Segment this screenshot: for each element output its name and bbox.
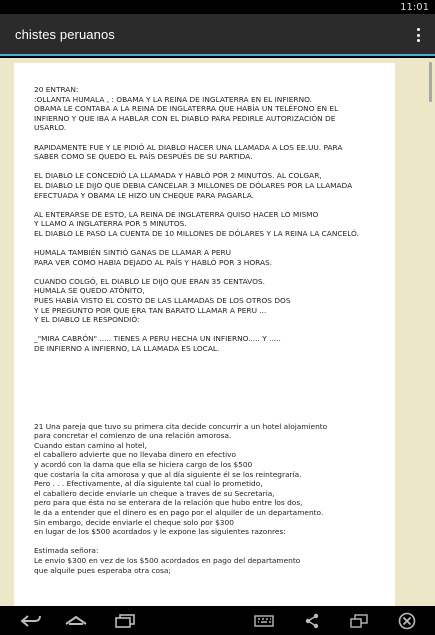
joke-line: SABER COMO SE QUEDO EL PAÍS DESPUÉS DE SU PARTIDA. — [34, 152, 253, 162]
joke-line — [34, 133, 387, 143]
joke-line: INFIERNO Y QUE IBA A HABLAR CON EL DIABLO PARA PEDIRLE AUTORIZACIÓN DE — [34, 113, 336, 123]
joke-line: PARA VER COMO HABIA DEJADO AL PAÍS Y HABLÓ POR 3 HORAS. — [34, 257, 273, 267]
joke-line: Estimada señora: — [34, 546, 99, 556]
joke-line: 20 ENTRAN: — [34, 85, 79, 94]
joke-line: el caballero advierte que no llevaba dinero en efectivo — [34, 450, 237, 460]
status-time: 11:01 — [400, 1, 429, 13]
joke-line: Cuando estan camino al hotel, — [34, 440, 147, 450]
home-icon[interactable] — [63, 611, 89, 631]
recent-apps-icon[interactable] — [112, 611, 138, 631]
app-title: chistes peruanos — [15, 26, 115, 42]
joke-line — [34, 239, 387, 249]
joke-text — [34, 422, 387, 576]
joke-line — [34, 537, 387, 547]
share-icon[interactable] — [302, 611, 322, 631]
joke-text — [34, 85, 387, 354]
joke-line: EFECTUADA Y OBAMA LE HIZO UN CHEQUE PARA PAGARLA. — [34, 190, 254, 200]
action-bar — [0, 14, 435, 56]
joke-line: USARLO. — [34, 123, 67, 133]
status-bar — [0, 0, 435, 14]
joke-line: RAPIDAMENTE FUE Y LE PIDIÓ AL DIABLO HACER UNA LLAMADA A LOS EE.UU. PARA — [34, 142, 343, 152]
content-area[interactable] — [0, 58, 435, 606]
joke-line: que costaría la cita amorosa y que al día siguiente él se los reintegraría. — [34, 469, 302, 479]
joke-line: Le envio $300 en vez de los $500 acordados en pago del departamento — [34, 555, 301, 565]
joke-line: AL ENTERARSE DE ESTO, LA REINA DE INGLATERRA QUISO HACER LO MISMO — [34, 209, 319, 219]
joke-line: HUMALA TAMBIÉN SINTIÓ GANAS DE LLAMAR A PERU — [34, 248, 232, 258]
joke-line: OBAMA LE CONTABA A LA REINA DE INGLATERRA QUE HABÍA UN TELÉFONO EN EL — [34, 104, 339, 114]
joke-line: el caballero decide enviarle un cheque a traves de su Secretaria, — [34, 488, 275, 498]
joke-line — [34, 267, 387, 277]
joke-line — [34, 200, 387, 210]
window-icon[interactable] — [348, 611, 370, 631]
joke-line: EL DIABLO LE CONCEDIÓ LA LLAMADA Y HABLÓ POR 2 MINUTOS. AL COLGAR, — [34, 171, 322, 181]
joke-line: Sin embargo, decide enviarle el cheque solo por $300 — [34, 517, 234, 527]
joke-line: Y LE PREGUNTO POR QUE ERA TAN BARATO LLAMAR A PERU ... — [34, 305, 267, 315]
keyboard-icon[interactable] — [252, 611, 276, 631]
joke-line: EL DIABLO LE DIJO QUE DEBIA CANCELAR 3 MILLONES DE DÓLARES POR LA LLAMADA — [34, 180, 353, 190]
joke-line — [34, 162, 387, 172]
joke-line: en lugar de los $500 acordados y le expone las siguientes razonres: — [34, 527, 286, 537]
joke-line: Pero . . . Efectivamente, al día siguiente tal cual lo prometido, — [34, 479, 263, 489]
joke-line — [34, 325, 387, 335]
navigation-bar — [0, 606, 435, 635]
joke-line: le da a entender que el dinero es en pago por el alquiler de un departamento. — [34, 507, 324, 517]
joke-line: EL DIABLO LE PASO LA CUENTA DE 10 MILLONES DE DÓLARES Y LA REINA LA CANCELÓ. — [34, 228, 359, 238]
joke-line: CUANDO COLGÓ, EL DIABLO LE DIJO QUE ERAN 35 CENTAVOS. — [34, 276, 265, 286]
joke-line: HUMALA SE QUEDO ATÓNITO, — [34, 286, 145, 296]
joke-line: DE INFIERNO A INFIERNO, LA LLAMADA ES LOCAL. — [34, 344, 220, 354]
scrollbar[interactable] — [429, 62, 432, 102]
close-icon[interactable] — [396, 611, 418, 631]
joke-line: que alquile pues esperaba otra cosa; — [34, 565, 171, 575]
joke-line: Y LLAMO A INGLATERRA POR 5 MINUTOS. — [34, 219, 187, 229]
joke-line: _"MIRA CABRÓN" ..... TIENES A PERU HECHA UN INFIERNO..... Y ..... — [34, 334, 281, 344]
joke-page[interactable] — [14, 63, 395, 606]
back-icon[interactable] — [18, 611, 44, 631]
joke-line: Y EL DIABLO LE RESPONDIÓ: — [34, 315, 140, 325]
joke-line: pero para que ésta no se enterara de la relación que hubo entre los dos, — [34, 498, 303, 508]
joke-line: PUES HABÍA VISTO EL COSTO DE LAS LLAMADAS DE LOS OTROS DOS — [34, 296, 291, 306]
joke-line: y acordó con la dama que ella se hiciera cargo de los $500 — [34, 460, 253, 469]
joke-line: 21 Una pareja que tuvo su primera cita decide concurrir a un hotel alojamiento — [34, 421, 328, 431]
joke-line: :OLLANTA HUMALA , : OBAMA Y LA REINA DE INGLATERRA EN EL INFIERNO. — [34, 94, 312, 104]
overflow-menu-icon[interactable] — [413, 27, 423, 43]
joke-line: para concretar el comienzo de una relación amorosa. — [34, 431, 232, 441]
joke-separator — [34, 354, 387, 422]
